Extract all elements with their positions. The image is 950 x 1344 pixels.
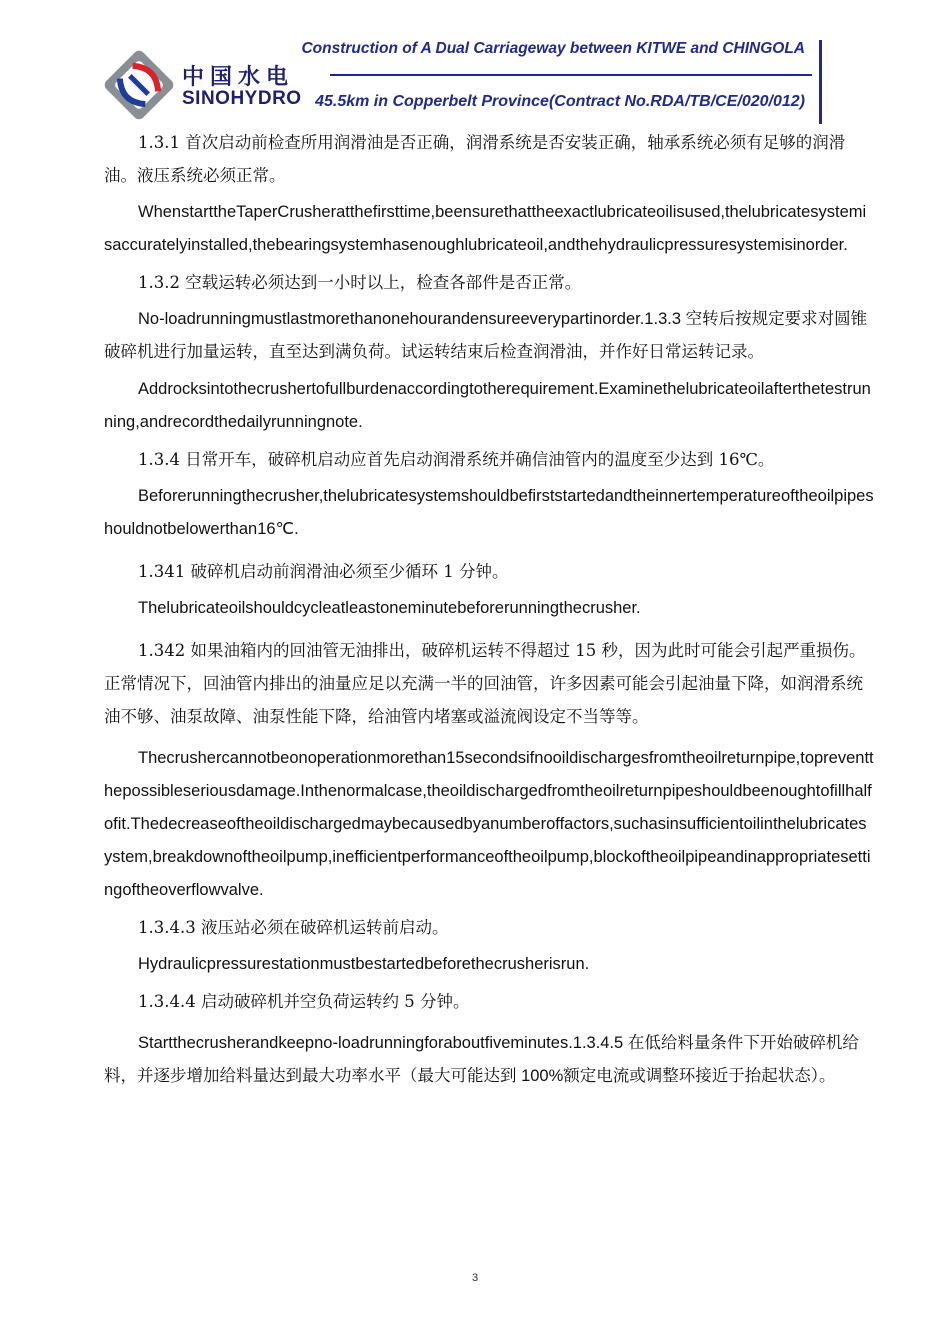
project-title-line-1: Construction of A Dual Carriageway between KITWE and CHINGOLA bbox=[301, 40, 805, 57]
paragraph-1-3-4-3-cn: 1.3.4.3 液压站必须在破碎机运转前启动。 bbox=[138, 918, 449, 937]
brand-english-name: SINOHYDRO bbox=[182, 88, 302, 109]
brand-chinese-name: 中国水电 bbox=[182, 65, 295, 90]
paragraph-1-342-en: Thecrushercannotbeonoperationmorethan15secondsifnooildischargesfromtheoilreturnpipe,topreventthepossibleseriousdamage.Inthenormalcase,theoildischargedfromtheoilreturnpipeshouldbeenoughtofillhalfofit.Thedecreaseoftheoildischargedmaybecausedbyanumberoffactors,suchasinsufficientoilinthelubricatesystem,breakdownoftheoilpump,inefficientperformanceoftheoilpump,blockoftheoilpipeandinappropriatesettingoftheoverflowvalve. bbox=[104, 749, 874, 899]
paragraph-1-3-2-en: No-loadrunningmustlastmorethanonehourandensureeverypartinorder.1.3.3 空转后按规定要求对圆锥破碎机进行加量运转，直至达到满负荷。试运转结束后检查润滑油，并作好日常运转记录。 bbox=[104, 310, 868, 361]
paragraph-1-342-cn: 1.342 如果油箱内的回油管无油排出，破碎机运转不得超过 15 秒，因为此时可能会引起严重损伤。正常情况下，回油管内排出的油量应足以充满一半的回油管，许多因素可能会引起油量下降，如润滑系统油不够、油泵故障、油泵性能下降，给油管内堵塞或溢流阀设定不当等等。 bbox=[104, 641, 866, 726]
page-number: 3 bbox=[471, 1272, 479, 1284]
paragraph-1-341-cn: 1.341 破碎机启动前润滑油必须至少循环 1 分钟。 bbox=[138, 562, 509, 581]
project-title-line-2: 45.5km in Copperbelt Province(Contract No.RDA/TB/CE/020/012) bbox=[315, 93, 805, 110]
paragraph-1-3-4-3-en: Hydraulicpressurestationmustbestartedbeforethecrusherisrun. bbox=[138, 955, 590, 973]
paragraph-1-341-en: Thelubricateoilshouldcycleatleastoneminutebeforerunningthecrusher. bbox=[138, 599, 641, 617]
paragraph-1-3-1-cn: 1.3.1 首次启动前检查所用润滑油是否正确，润滑系统是否安装正确，轴承系统必须有足够的润滑油。液压系统必须正常。 bbox=[104, 133, 846, 185]
header-rule bbox=[330, 74, 812, 76]
paragraph-1-3-4-en: Beforerunningthecrusher,thelubricatesystemshouldbefirststartedandtheinnertemperatureoftheoilpipeshouldnotbelowerthan16℃. bbox=[104, 487, 874, 538]
sinohydro-logo-icon bbox=[98, 44, 180, 126]
document-body bbox=[104, 126, 874, 1093]
paragraph-1-3-4-cn: 1.3.4 日常开车，破碎机启动应首先启动润滑系统并确信油管内的温度至少达到 16℃。 bbox=[138, 450, 775, 469]
paragraph-1-3-1-en: WhenstarttheTaperCrusheratthefirsttime,beensurethattheexactlubricateoilisused,thelubricatesystemisaccuratelyinstalled,thebearingsystemhasenoughlubricateoil,andthehydraulicpressuresystemisinorder. bbox=[104, 203, 867, 254]
header-vertical-bar bbox=[819, 40, 822, 124]
paragraph-1-3-4-4-en: Startthecrusherandkeepno-loadrunningforaboutfiveminutes.1.3.4.5 在低给料量条件下开始破碎机给料，并逐步增加给料量达到最大功率水平（最大可能达到 100%额定电流或调整环接近于抬起状态）。 bbox=[104, 1034, 859, 1085]
paragraph-1-3-3-en: Addrocksintothecrushertofullburdenaccordingtotherequirement.Examinethelubricateoilafterthetestrunning,andrecordthedailyrunningnote. bbox=[104, 380, 871, 431]
paragraph-1-3-4-4-cn: 1.3.4.4 启动破碎机并空负荷运转约 5 分钟。 bbox=[138, 992, 470, 1011]
paragraph-1-3-2-cn: 1.3.2 空载运转必须达到一小时以上，检查各部件是否正常。 bbox=[138, 273, 582, 292]
